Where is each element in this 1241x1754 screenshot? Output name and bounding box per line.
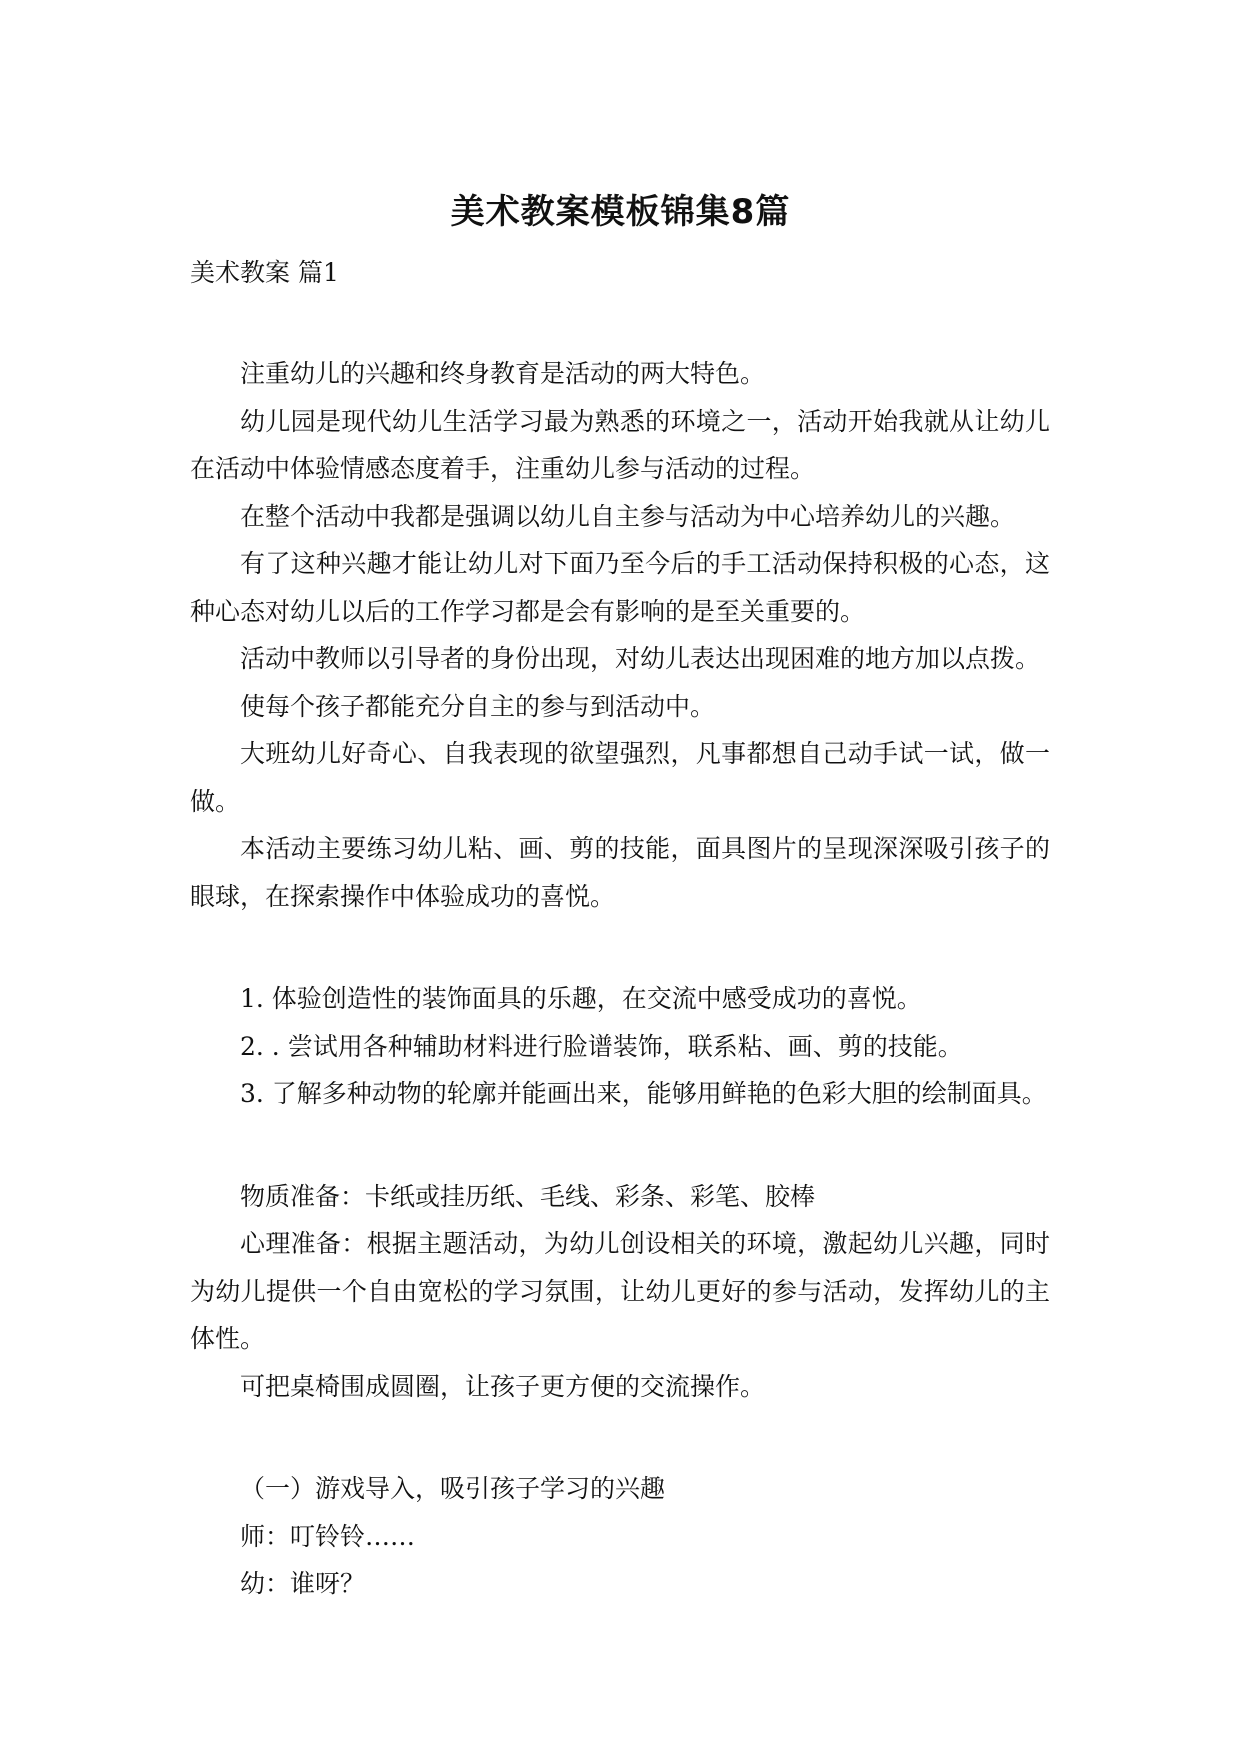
preparation-item: 物质准备：卡纸或挂历纸、毛线、彩条、彩笔、胶棒 xyxy=(240,1181,816,1211)
preparation-item: 可把桌椅围成圆圈，让孩子更方便的交流操作。 xyxy=(240,1371,766,1401)
paragraph: 大班幼儿好奇心、自我表现的欲望强烈，凡事都想自己动手试一试，做一做。 xyxy=(190,739,1050,816)
document-title: 美术教案模板锦集8篇 xyxy=(450,192,791,232)
paragraph: 在整个活动中我都是强调以幼儿自主参与活动为中心培养幼儿的兴趣。 xyxy=(240,501,1016,531)
paragraph: 本活动主要练习幼儿粘、画、剪的技能，面具图片的呈现深深吸引孩子的眼球，在探索操作中体验成功的喜悦。 xyxy=(190,834,1050,911)
paragraph: 注重幼儿的兴趣和终身教育是活动的两大特色。 xyxy=(240,359,766,388)
spacer xyxy=(190,920,1050,975)
spacer xyxy=(190,1410,1050,1465)
process-step: 师：叮铃铃…… xyxy=(240,1521,416,1551)
goal-item: 2. . 尝试用各种辅助材料进行脸谱装饰，联系粘、画、剪的技能。 xyxy=(240,1031,963,1061)
goal-item: 3. 了解多种动物的轮廓并能画出来，能够用鲜艳的色彩大胆的绘制面具。 xyxy=(240,1079,1047,1108)
document-body xyxy=(190,350,1050,1608)
paragraph: 幼儿园是现代幼儿生活学习最为熟悉的环境之一，活动开始我就从让幼儿在活动中体验情感态度着手，注重幼儿参与活动的过程。 xyxy=(190,406,1050,483)
preparation-item: 心理准备：根据主题活动，为幼儿创设相关的环境，激起幼儿兴趣，同时为幼儿提供一个自由宽松的学习氛围，让幼儿更好的参与活动，发挥幼儿的主体性。 xyxy=(190,1229,1050,1353)
goal-item: 1. 体验创造性的装饰面具的乐趣，在交流中感受成功的喜悦。 xyxy=(240,984,922,1013)
paragraph: 活动中教师以引导者的身份出现，对幼儿表达出现困难的地方加以点拨。 xyxy=(240,644,1041,673)
section-heading: 美术教案 篇1 xyxy=(190,258,339,287)
process-step: 幼：谁呀？ xyxy=(240,1569,366,1598)
spacer xyxy=(190,1118,1050,1173)
paragraph: 使每个孩子都能充分自主的参与到活动中。 xyxy=(240,691,716,721)
paragraph: 有了这种兴趣才能让幼儿对下面乃至今后的手工活动保持积极的心态，这种心态对幼儿以后的工作学习都是会有影响的是至关重要的。 xyxy=(190,549,1050,626)
process-step: （一）游戏导入，吸引孩子学习的兴趣 xyxy=(240,1474,666,1503)
